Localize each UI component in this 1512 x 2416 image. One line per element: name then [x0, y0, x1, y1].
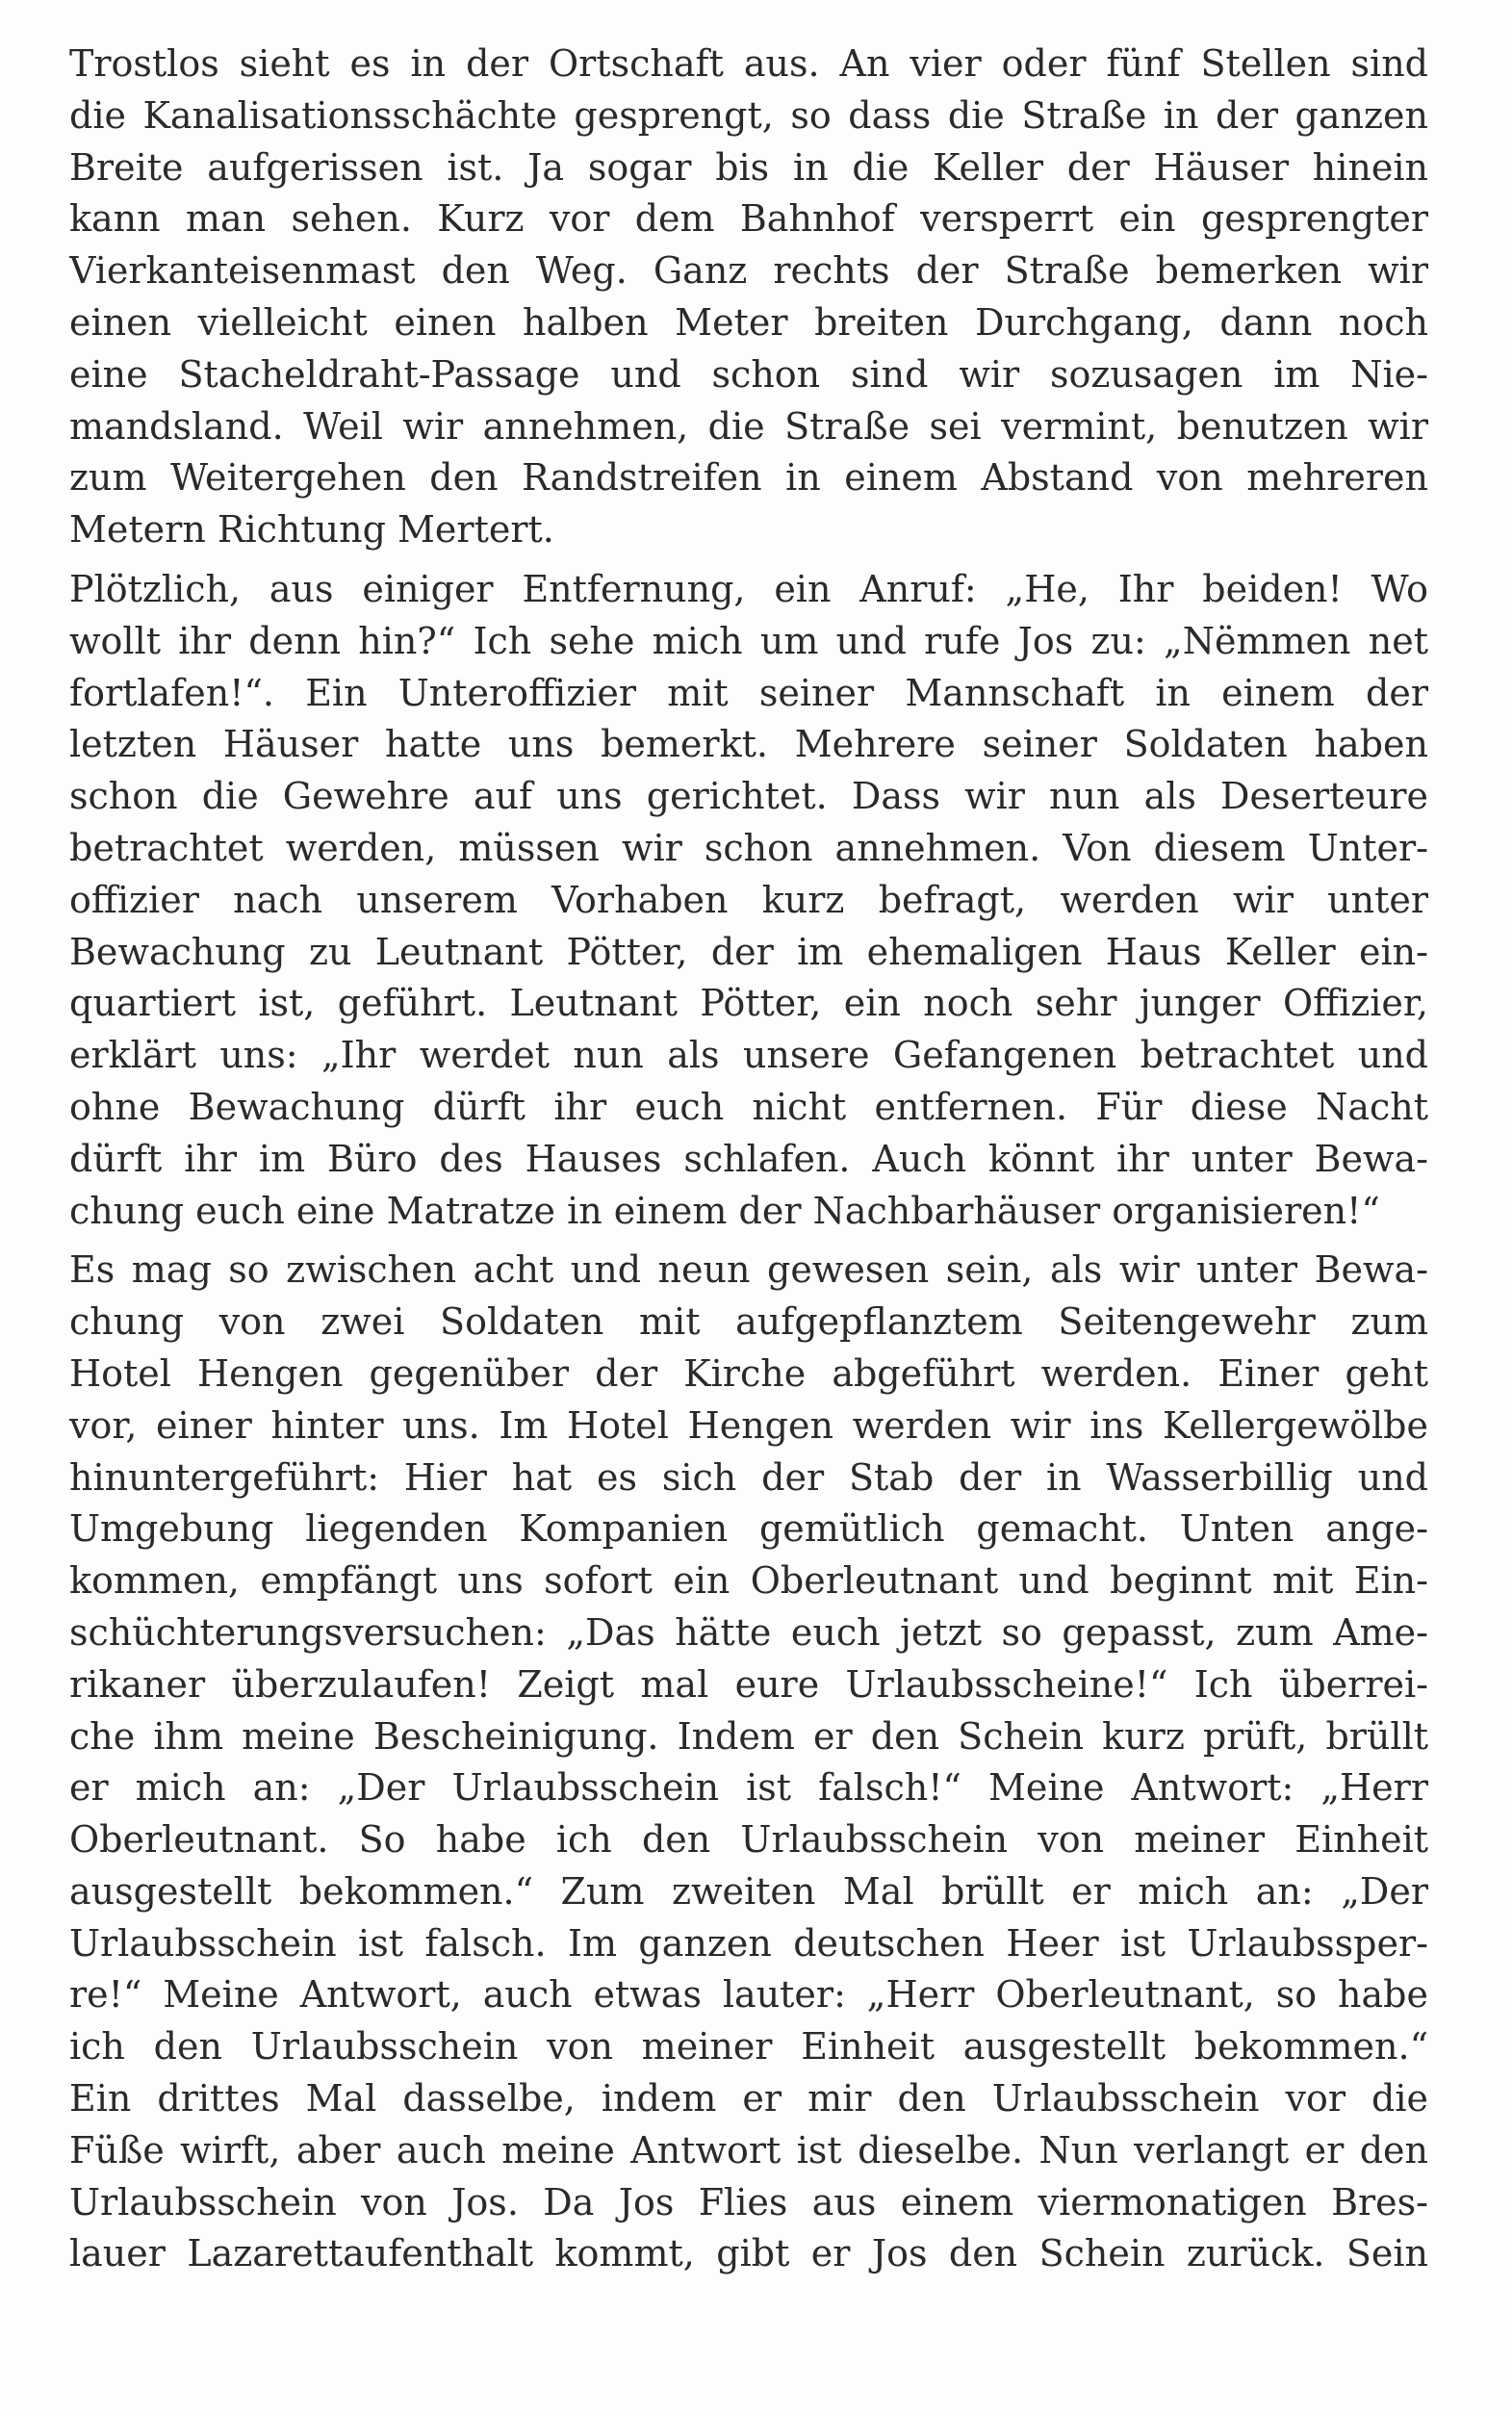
text-line: er mich an: „Der Urlaubsschein ist falsch!“ Meine Antwort: „Herr — [69, 1766, 1428, 1810]
text-line: rikaner überzulaufen! Zeigt mal eure Urlaubsscheine!“ Ich überrei- — [69, 1662, 1428, 1706]
text-line: fortlafen!“. Ein Unteroffizier mit seiner Mannschaft in einem der — [69, 671, 1428, 714]
text-line: die Kanalisationsschächte gesprengt, so dass die Straße in der ganzen — [69, 93, 1428, 137]
text-line: quartiert ist, geführt. Leutnant Pötter, ein noch sehr junger Offizier, — [69, 982, 1428, 1025]
text-line: dürft ihr im Büro des Hauses schlafen. Auch könnt ihr unter Bewa- — [69, 1137, 1428, 1180]
text-line: Breite aufgerissen ist. Ja sogar bis in die Keller der Häuser hinein — [69, 145, 1428, 189]
text-line: Ein drittes Mal dasselbe, indem er mir den Urlaubsschein vor die — [69, 2077, 1428, 2120]
text-line: Metern Richtung Mertert. — [69, 508, 554, 552]
text-line: ausgestellt bekommen.“ Zum zweiten Mal brüllt er mich an: „Der — [69, 1869, 1428, 1913]
text-line: betrachtet werden, müssen wir schon annehmen. Von diesem Unter- — [69, 826, 1428, 869]
text-line: vor, einer hinter uns. Im Hotel Hengen werden wir ins Kellergewölbe — [69, 1403, 1428, 1447]
text-line: schon die Gewehre auf uns gerichtet. Dass wir nun als Deserteure — [69, 775, 1428, 818]
text-line: letzten Häuser hatte uns bemerkt. Mehrere seiner Soldaten haben — [69, 723, 1428, 766]
text-line: Urlaubsschein von Jos. Da Jos Flies aus einem viermonatigen Bres- — [69, 2180, 1428, 2223]
text-line: Vierkanteisenmast den Weg. Ganz rechts der Straße bemerken wir — [69, 249, 1428, 293]
text-line: erklärt uns: „Ihr werdet nun als unsere Gefangenen betrachtet und — [69, 1034, 1428, 1077]
text-line: Bewachung zu Leutnant Pötter, der im ehemaligen Haus Keller ein- — [69, 930, 1428, 973]
text-line: kann man sehen. Kurz vor dem Bahnhof versperrt ein gesprengter — [69, 197, 1428, 241]
text-line: mandsland. Weil wir annehmen, die Straße sei vermint, benutzen wir — [69, 404, 1428, 448]
paragraph — [69, 1245, 1428, 2280]
text-line: Plötzlich, aus einiger Entfernung, ein Anruf: „He, Ihr beiden! Wo — [69, 567, 1428, 610]
text-line: Urlaubsschein ist falsch. Im ganzen deutschen Heer ist Urlaubssper- — [69, 1921, 1428, 1965]
text-line: hinuntergeführt: Hier hat es sich der Stab der in Wasserbillig und — [69, 1455, 1428, 1499]
body-text — [69, 39, 1428, 2280]
text-line: Es mag so zwischen acht und neun gewesen sein, als wir unter Bewa- — [69, 1248, 1428, 1292]
text-line: Oberleutnant. So habe ich den Urlaubsschein von meiner Einheit — [69, 1818, 1428, 1862]
text-line: wollt ihr denn hin?“ Ich sehe mich um und rufe Jos zu: „Nëmmen net — [69, 619, 1428, 662]
text-line: offizier nach unserem Vorhaben kurz befragt, werden wir unter — [69, 878, 1428, 921]
text-line: Hotel Hengen gegenüber der Kirche abgeführt werden. Einer geht — [69, 1351, 1428, 1395]
text-line: chung von zwei Soldaten mit aufgepflanztem Seitengewehr zum — [69, 1300, 1428, 1344]
paragraph — [69, 39, 1428, 556]
text-line: lauer Lazarettaufenthalt kommt, gibt er Jos den Schein zurück. Sein — [69, 2232, 1428, 2275]
text-line: ich den Urlaubsschein von meiner Einheit ausgestellt bekommen.“ — [69, 2025, 1428, 2069]
text-line: Füße wirft, aber auch meine Antwort ist dieselbe. Nun verlangt er den — [69, 2128, 1428, 2172]
text-line: che ihm meine Bescheinigung. Indem er den Schein kurz prüft, brüllt — [69, 1714, 1428, 1758]
text-line: re!“ Meine Antwort, auch etwas lauter: „Herr Oberleutnant, so habe — [69, 1973, 1428, 2017]
text-line: chung euch eine Matratze in einem der Nachbarhäuser organisieren!“ — [69, 1189, 1380, 1232]
text-line: einen vielleicht einen halben Meter breiten Durchgang, dann noch — [69, 300, 1428, 344]
text-line: Trostlos sieht es in der Ortschaft aus. An vier oder fünf Stellen sind — [69, 42, 1428, 85]
text-line: Umgebung liegenden Kompanien gemütlich gemacht. Unten ange- — [69, 1507, 1428, 1551]
text-line: kommen, empfängt uns sofort ein Oberleutnant und beginnt mit Ein- — [69, 1559, 1428, 1603]
text-line: schüchterungsversuchen: „Das hätte euch jetzt so gepasst, zum Ame- — [69, 1610, 1428, 1654]
paragraph — [69, 564, 1428, 1237]
text-line: ohne Bewachung dürft ihr euch nicht entfernen. Für diese Nacht — [69, 1085, 1428, 1128]
text-line: eine Stacheldraht-Passage und schon sind wir sozusagen im Nie- — [69, 352, 1428, 396]
text-line: zum Weitergehen den Randstreifen in einem Abstand von mehreren — [69, 456, 1428, 500]
